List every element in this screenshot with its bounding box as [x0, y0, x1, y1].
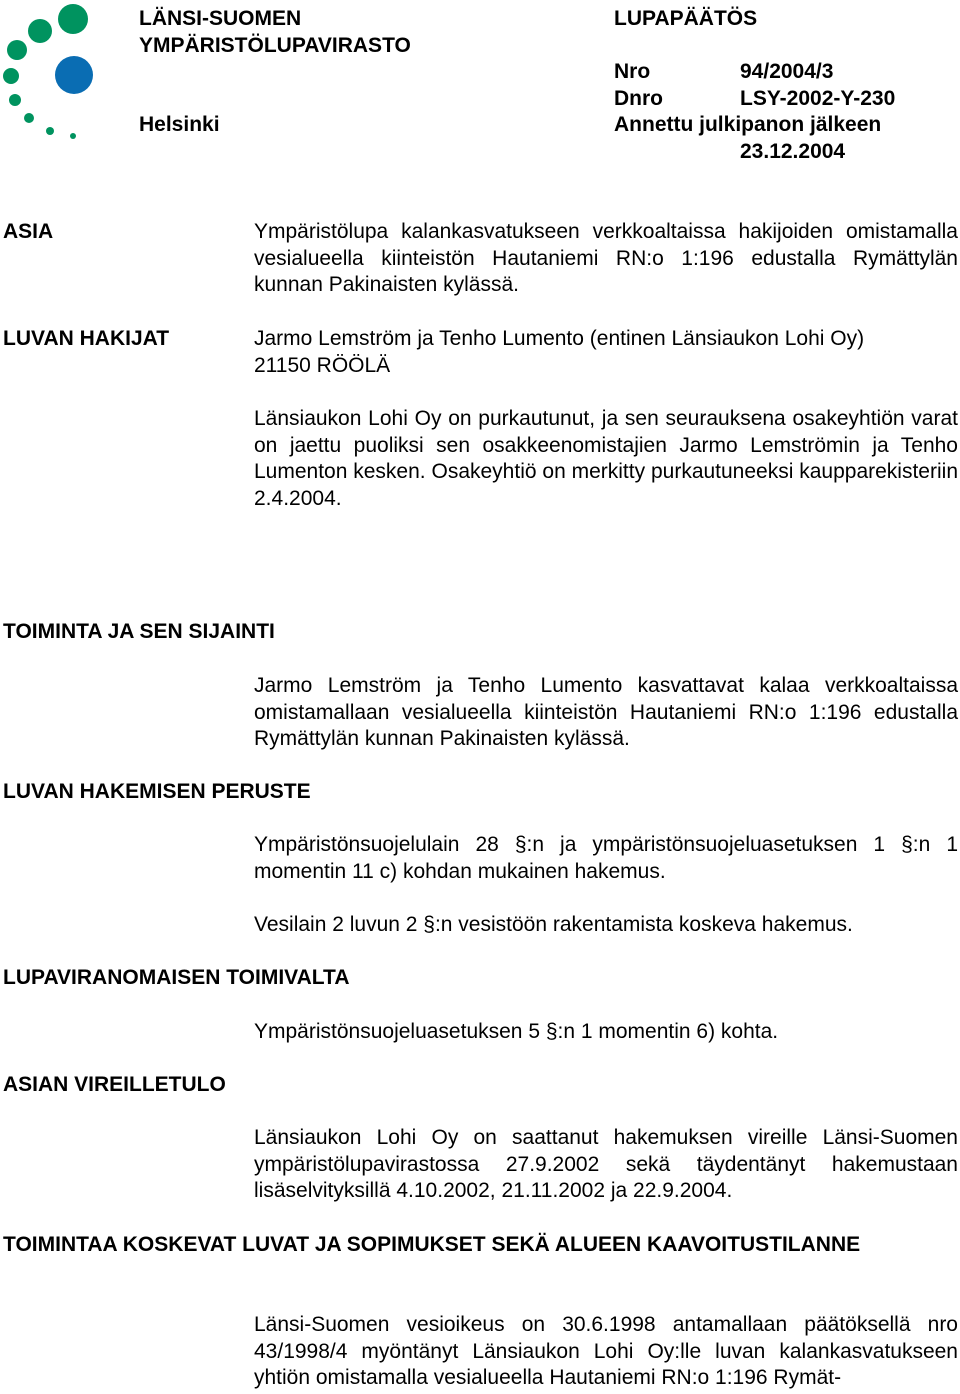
section-label-toiminta: TOIMINTA JA SEN SIJAINTI — [3, 620, 275, 643]
agency-line1: LÄNSI-SUOMEN — [139, 7, 302, 30]
logo-dot — [70, 133, 76, 139]
logo-dot — [3, 68, 19, 84]
logo-dot — [7, 40, 27, 60]
section-label-vireilletulo: ASIAN VIREILLETULO — [3, 1073, 226, 1096]
logo-dot — [9, 94, 21, 106]
section-text-peruste-2: Vesilain 2 luvun 2 §:n vesistöön rakentamista koskeva hakemus. — [254, 913, 853, 936]
applicant-note: Länsiaukon Lohi Oy on purkautunut, ja sen seurauksena osakeyhtiön varat on jaettu puoliksi sen osakkeenomistajien Jarmo Lemströmin ja Tenho Lumenton kesken. Osakeyhtiö on merkitty purkautuneeksi kaupparekisteriin 2.4.2004. — [254, 407, 958, 511]
agency-line2: YMPÄRISTÖLUPAVIRASTO — [139, 33, 411, 57]
section-text-asia: Ympäristölupa kalankasvatukseen verkkoaltaissa hakijoiden omistamalla vesialueella kiinteistön Hautaniemi RN:o 1:196 edustalla Rymättylän kunnan Pakinaisten kylässä. — [254, 220, 958, 297]
section-label-hakijat: LUVAN HAKIJAT — [3, 327, 170, 350]
applicant-address: 21150 RÖÖLÄ — [254, 354, 391, 377]
applicant-line1: Jarmo Lemström ja Tenho Lumento (entinen Länsiaukon Lohi Oy) — [254, 327, 865, 350]
logo-dot — [46, 127, 54, 135]
section-text-toimivalta: Ympäristönsuojeluasetuksen 5 §:n 1 momentin 6) kohta. — [254, 1020, 779, 1043]
section-text-toiminta: Jarmo Lemström ja Tenho Lumento kasvattavat kalaa verkkoaltaissa omistamallaan vesialueella kiinteistön Hautaniemi RN:o 1:196 edustalla Rymättylän kunnan Pakinaisten kylässä. — [254, 674, 958, 751]
section-label-asia: ASIA — [3, 220, 54, 243]
nro-label: Nro — [614, 60, 651, 83]
nro-value: 94/2004/3 — [740, 60, 834, 83]
city: Helsinki — [139, 113, 220, 136]
section-label-luvat: TOIMINTAA KOSKEVAT LUVAT JA SOPIMUKSET SEKÄ ALUEEN KAAVOITUSTILANNE — [3, 1233, 861, 1256]
logo-dot — [58, 4, 88, 34]
section-text-peruste-1: Ympäristönsuojelulain 28 §:n ja ympäristönsuojeluasetuksen 1 §:n 1 momentin 11 c) kohdan mukainen hakemus. — [254, 833, 958, 883]
agency-logo — [0, 0, 110, 145]
section-label-peruste: LUVAN HAKEMISEN PERUSTE — [3, 780, 311, 803]
document-type: LUPAPÄÄTÖS — [614, 7, 758, 30]
logo-dot — [28, 19, 52, 43]
dnro-value: LSY-2002-Y-230 — [740, 87, 896, 110]
given-label: Annettu julkipanon jälkeen — [614, 113, 882, 136]
section-text-luvat: Länsi-Suomen vesioikeus on 30.6.1998 antamallaan päätöksellä nro 43/1998/4 myöntänyt Länsiaukon Lohi Oy:lle luvan kalankasvatukseen yhtiön omistamalla vesialueella Hautaniemi RN:o 1:196 Rymät- — [254, 1313, 958, 1390]
logo-dot — [24, 113, 34, 123]
given-date: 23.12.2004 — [740, 140, 846, 163]
section-text-vireilletulo: Länsiaukon Lohi Oy on saattanut hakemuksen vireille Länsi-Suomen ympäristölupavirastossa 27.9.2002 sekä täydentänyt hakemustaan lisäselvityksillä 4.10.2002, 21.11.2002 ja 22.9.2004. — [254, 1126, 958, 1203]
dnro-label: Dnro — [614, 87, 663, 110]
logo-dot — [55, 56, 93, 94]
agency-name — [139, 6, 411, 59]
section-label-toimivalta: LUPAVIRANOMAISEN TOIMIVALTA — [3, 966, 350, 989]
